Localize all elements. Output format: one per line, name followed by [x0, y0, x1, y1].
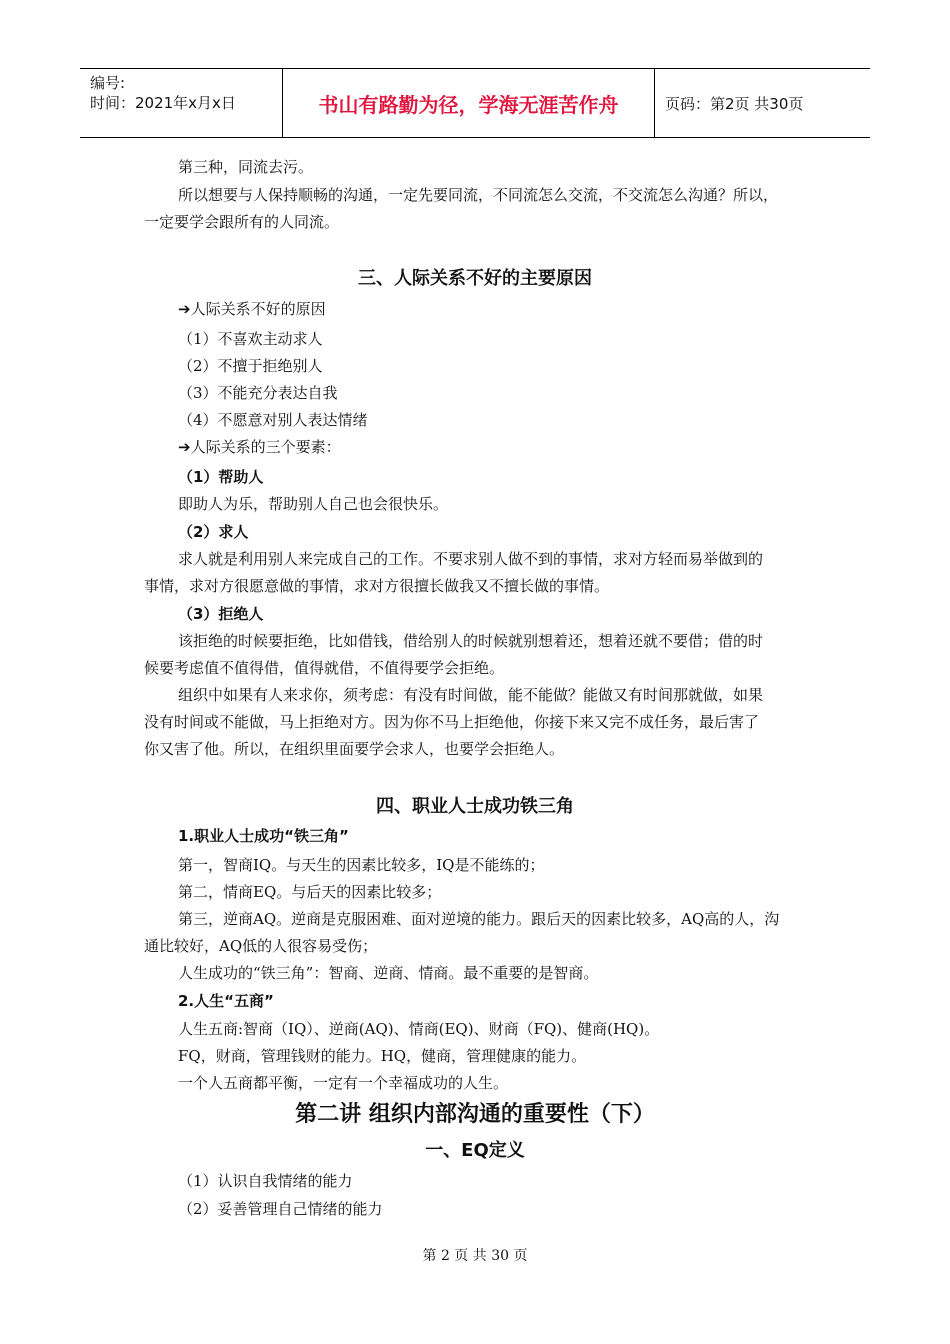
header-meta [80, 69, 282, 137]
time-label: 时间：2021年x月x日 [90, 94, 236, 112]
page-footer: 第 2 页 共 30 页 [422, 1248, 528, 1264]
list-item: （4）不愿意对别人表达情绪 [178, 411, 368, 429]
paragraph: 第三种，同流去污。 [178, 158, 314, 176]
paragraph: 所以想要与人保持顺畅的沟通，一定先要同流，不同流怎么交流，不交流怎么沟通？所以， [178, 186, 779, 204]
paragraph: 事情，求对方很愿意做的事情，求对方很擅长做我又不擅长做的事情。 [144, 577, 610, 595]
bullet-heading [178, 299, 326, 319]
lecture-title: 第二讲 组织内部沟通的重要性（下） [295, 1102, 655, 1127]
subheading: （1）帮助人 [178, 468, 264, 486]
document-header [80, 68, 870, 138]
arrow-right-icon: ➔ [178, 438, 191, 456]
section-heading: 一、EQ定义 [425, 1140, 525, 1161]
paragraph: 即助人为乐，帮助别人自己也会很快乐。 [178, 495, 449, 513]
list-item: （1）认识自我情绪的能力 [178, 1172, 353, 1190]
paragraph: 人生五商:智商（IQ）、逆商(AQ)、情商(EQ)、财商（FQ)、健商(HQ)。 [178, 1020, 660, 1038]
paragraph: 第三，逆商AQ。逆商是克服困难、面对逆境的能力。跟后天的因素比较多，AQ高的人，沟 [178, 910, 780, 928]
paragraph: 求人就是利用别人来完成自己的工作。不要求别人做不到的事情，求对方轻而易举做到的 [178, 550, 764, 568]
number-label: 编号: [90, 74, 126, 92]
list-item: （2）不擅于拒绝别人 [178, 357, 323, 375]
section-heading: 四、职业人士成功铁三角 [376, 796, 574, 817]
paragraph: 第一，智商IQ。与天生的因素比较多，IQ是不能练的； [178, 856, 545, 874]
subheading: 2.人生“五商” [178, 992, 274, 1010]
arrow-right-icon: ➔ [178, 300, 191, 318]
paragraph: 人生成功的“铁三角”：智商、逆商、情商。最不重要的是智商。 [178, 964, 599, 982]
paragraph: 通比较好，AQ低的人很容易受伤； [144, 937, 378, 955]
subheading: （3）拒绝人 [178, 605, 264, 623]
paragraph: 没有时间或不能做，马上拒绝对方。因为你不马上拒绝他，你接下来又完不成任务，最后害了 [144, 713, 760, 731]
list-item: （1）不喜欢主动求人 [178, 330, 323, 348]
paragraph: 第二，情商EQ。与后天的因素比较多； [178, 883, 442, 901]
bullet-heading-text: 人际关系的三个要素： [190, 438, 341, 456]
header-motto: 书山有路勤为径，学海无涯苦作舟 [318, 92, 619, 117]
bullet-heading [178, 437, 341, 457]
paragraph: 一个人五商都平衡，一定有一个幸福成功的人生。 [178, 1074, 509, 1092]
list-item: （3）不能充分表达自我 [178, 384, 338, 402]
paragraph: 你又害了他。所以，在组织里面要学会求人，也要学会拒绝人。 [144, 740, 565, 758]
paragraph: 组织中如果有人来求你，须考虑：有没有时间做，能不能做？能做又有时间那就做，如果 [178, 686, 764, 704]
paragraph: 一定要学会跟所有的人同流。 [144, 213, 340, 231]
paragraph: FQ，财商，管理钱财的能力。HQ，健商，管理健康的能力。 [178, 1047, 587, 1065]
section-heading: 三、人际关系不好的主要原因 [358, 268, 592, 289]
list-item: （2）妥善管理自己情绪的能力 [178, 1200, 383, 1218]
bullet-heading-text: 人际关系不好的原因 [190, 300, 326, 318]
paragraph: 该拒绝的时候要拒绝，比如借钱，借给别人的时候就别想着还，想着还就不要借；借的时 [178, 632, 764, 650]
paragraph: 候要考虑值不值得借，值得就借，不值得要学会拒绝。 [144, 659, 505, 677]
subheading: 1.职业人士成功“铁三角” [178, 827, 349, 845]
subheading: （2）求人 [178, 523, 249, 541]
header-page-info: 页码：第2页 共30页 [665, 94, 804, 113]
